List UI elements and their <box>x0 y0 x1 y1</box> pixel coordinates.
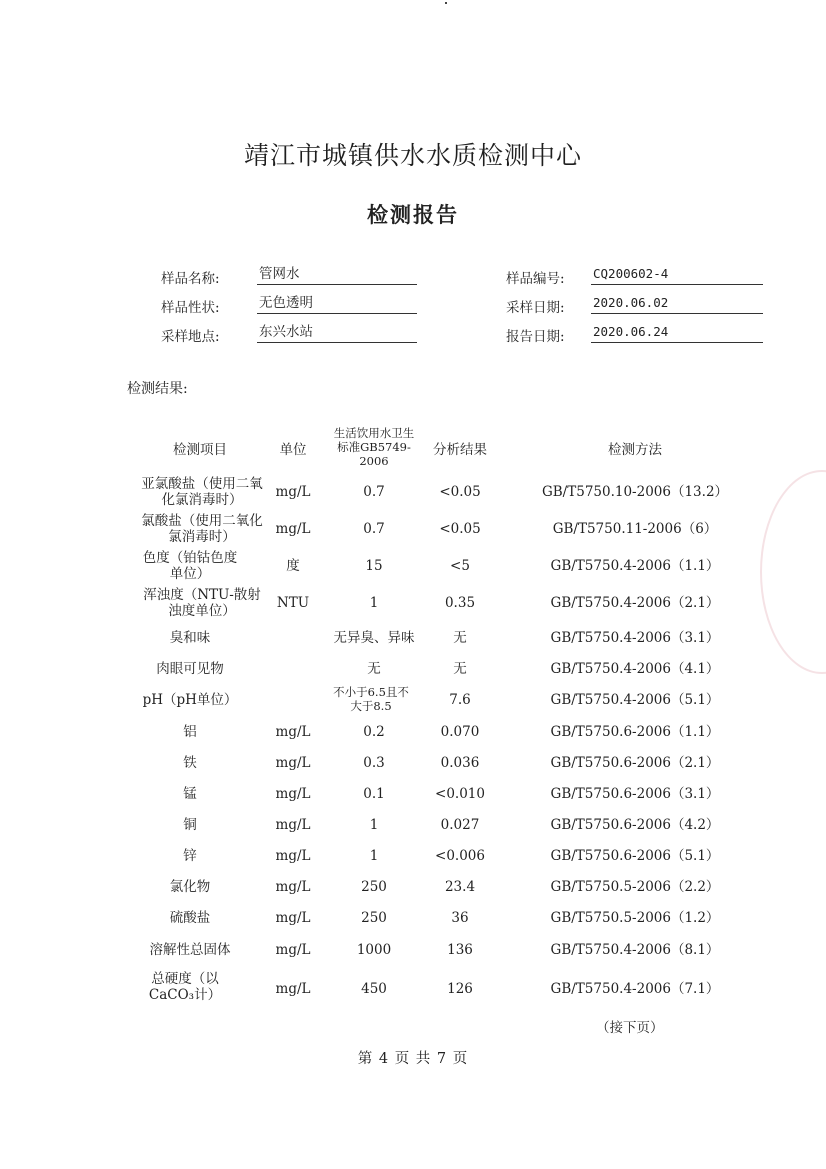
row-item: 总硬度（以CaCO₃计） <box>148 971 222 1003</box>
row-standard: 1 <box>369 817 379 833</box>
row-result: 无 <box>453 630 467 646</box>
sample-name-label: 样品名称: <box>161 271 220 287</box>
row-method: GB/T5750.6-2006（4.2） <box>550 817 720 833</box>
row-standard: 0.3 <box>363 755 385 771</box>
report-title: 检测报告 <box>367 202 459 227</box>
row-unit: mg/L <box>275 942 311 958</box>
row-result: <0.05 <box>439 521 481 537</box>
row-item: 臭和味 <box>169 630 211 646</box>
sample-date-label: 采样日期: <box>506 300 565 316</box>
row-item: 锰 <box>183 786 197 802</box>
row-standard: 15 <box>365 558 383 574</box>
row-result: 23.4 <box>444 879 476 895</box>
sample-id-value: CQ200602-4 <box>591 264 763 285</box>
row-item: 肉眼可见物 <box>156 661 224 677</box>
row-item: 氯化物 <box>169 879 211 895</box>
row-item: 浑浊度（NTU-散射浊度单位） <box>143 587 261 619</box>
row-result: 136 <box>447 942 473 958</box>
row-item: 亚氯酸盐（使用二氧化氯消毒时） <box>141 476 263 508</box>
row-method: GB/T5750.5-2006（2.2） <box>550 879 720 895</box>
row-result: 0.070 <box>440 724 480 740</box>
row-unit: mg/L <box>275 786 311 802</box>
sample-name-value: 管网水 <box>257 264 417 285</box>
row-standard: 1000 <box>356 942 392 958</box>
row-item: 氯酸盐（使用二氧化氯消毒时） <box>141 513 263 545</box>
row-standard: 无 <box>367 661 381 677</box>
row-unit: 度 <box>286 558 300 574</box>
row-method: GB/T5750.11-2006（6） <box>552 521 718 537</box>
row-result: <5 <box>450 558 470 574</box>
row-method: GB/T5750.5-2006（1.2） <box>550 910 720 926</box>
row-method: GB/T5750.4-2006（3.1） <box>550 630 720 646</box>
scan-speck <box>445 2 447 4</box>
row-item: 硫酸盐 <box>169 910 211 926</box>
row-standard: 450 <box>361 981 387 997</box>
page-number: 第 4 页 共 7 页 <box>357 1051 469 1067</box>
header-unit: 单位 <box>279 442 307 458</box>
row-result: 7.6 <box>449 692 471 708</box>
row-unit: mg/L <box>275 817 311 833</box>
row-unit: mg/L <box>275 724 311 740</box>
row-standard: 不小于6.5且不大于8.5 <box>333 685 409 713</box>
row-standard: 1 <box>369 848 379 864</box>
row-unit: mg/L <box>275 755 311 771</box>
sample-location-label: 采样地点: <box>161 329 220 345</box>
row-item: 锌 <box>183 848 197 864</box>
row-method: GB/T5750.4-2006（1.1） <box>550 558 720 574</box>
row-method: GB/T5750.6-2006（5.1） <box>550 848 720 864</box>
sample-location-value: 东兴水站 <box>257 322 417 343</box>
row-item: 溶解性总固体 <box>149 942 231 958</box>
report-date-label: 报告日期: <box>506 329 565 345</box>
row-result: 0.036 <box>440 755 480 771</box>
row-item: 铜 <box>183 817 197 833</box>
row-method: GB/T5750.4-2006（7.1） <box>550 981 720 997</box>
row-standard: 250 <box>361 879 387 895</box>
row-unit: mg/L <box>275 484 311 500</box>
row-standard: 0.1 <box>363 786 385 802</box>
organization-title: 靖江市城镇供水水质检测中心 <box>243 141 582 170</box>
row-method: GB/T5750.6-2006（1.1） <box>550 724 720 740</box>
row-unit: mg/L <box>275 848 311 864</box>
sample-state-label: 样品性状: <box>161 300 220 316</box>
header-item: 检测项目 <box>173 442 227 458</box>
report-date-value: 2020.06.24 <box>591 322 763 343</box>
row-standard: 0.7 <box>363 484 385 500</box>
sample-date-value: 2020.06.02 <box>591 293 763 314</box>
partial-stamp <box>760 470 826 674</box>
row-unit: mg/L <box>275 981 311 997</box>
row-result: <0.05 <box>439 484 481 500</box>
row-standard: 0.2 <box>363 724 385 740</box>
row-standard: 0.7 <box>363 521 385 537</box>
row-result: 36 <box>451 910 469 926</box>
row-unit: mg/L <box>275 910 311 926</box>
continued-note: （接下页） <box>596 1020 664 1036</box>
row-standard: 无异臭、异味 <box>333 630 415 646</box>
row-method: GB/T5750.4-2006（5.1） <box>550 692 720 708</box>
header-method: 检测方法 <box>608 442 662 458</box>
sample-state-value: 无色透明 <box>257 293 417 314</box>
row-standard: 1 <box>369 595 379 611</box>
row-unit: NTU <box>276 595 310 611</box>
row-method: GB/T5750.4-2006（2.1） <box>550 595 720 611</box>
results-heading: 检测结果: <box>127 381 188 397</box>
row-method: GB/T5750.6-2006（3.1） <box>550 786 720 802</box>
row-result: 126 <box>447 981 473 997</box>
row-item: 色度（铂钴色度单位） <box>142 550 238 582</box>
row-method: GB/T5750.4-2006（8.1） <box>550 942 720 958</box>
row-method: GB/T5750.6-2006（2.1） <box>550 755 720 771</box>
row-item: pH（pH单位） <box>142 692 238 708</box>
row-result: <0.006 <box>435 848 485 864</box>
row-result: 无 <box>453 661 467 677</box>
row-result: 0.35 <box>444 595 476 611</box>
row-method: GB/T5750.10-2006（13.2） <box>541 484 729 500</box>
row-unit: mg/L <box>275 879 311 895</box>
header-result: 分析结果 <box>433 442 487 458</box>
row-item: 铝 <box>183 724 197 740</box>
row-result: 0.027 <box>440 817 480 833</box>
row-item: 铁 <box>183 755 197 771</box>
header-standard: 生活饮用水卫生标准GB5749-2006 <box>333 426 415 468</box>
row-standard: 250 <box>361 910 387 926</box>
row-unit: mg/L <box>275 521 311 537</box>
row-result: <0.010 <box>435 786 485 802</box>
sample-id-label: 样品编号: <box>506 271 565 287</box>
row-method: GB/T5750.4-2006（4.1） <box>550 661 720 677</box>
